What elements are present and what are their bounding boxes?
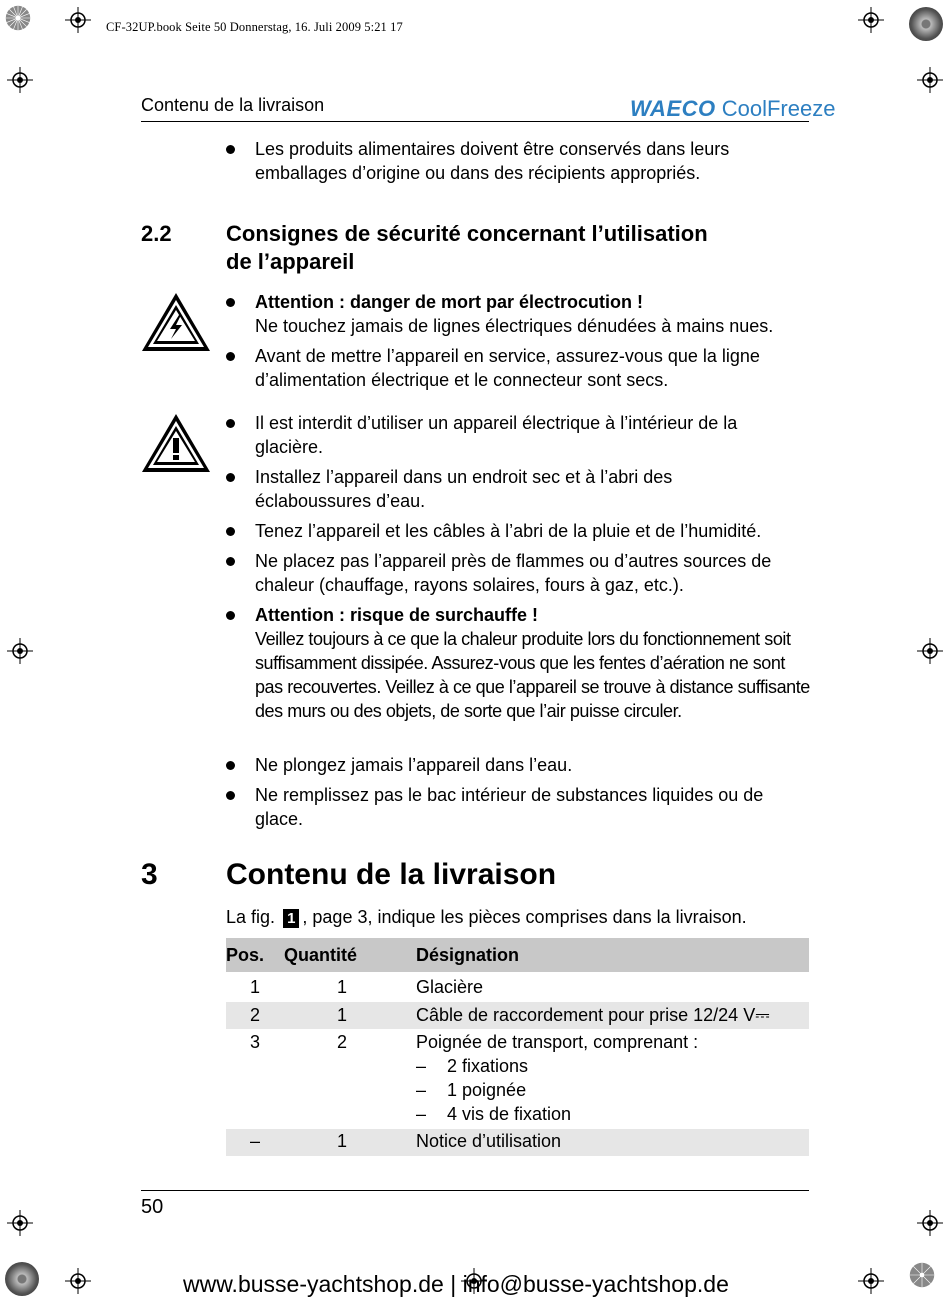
logo-product: CoolFreeze (721, 96, 836, 121)
figure-reference-badge[interactable]: 1 (283, 909, 299, 928)
designation-subitem: – 1 poignée (416, 1080, 527, 1100)
warning-item (255, 603, 811, 723)
cell-qty: 1 (336, 977, 347, 997)
email-link[interactable]: info@busse-yachtshop.de (462, 1271, 729, 1297)
warning-text: Installez l’appareil dans un endroit sec et à l’abri des éclaboussures d’eau. (255, 467, 673, 511)
logo-brand: WAECO (630, 96, 716, 121)
crosshair-mark (7, 1210, 33, 1236)
page-number: 50 (141, 1196, 164, 1218)
cell-qty: 2 (336, 1032, 347, 1052)
table-row (226, 972, 809, 1002)
warning-text: Ne touchez jamais de lignes électriques dénudées à mains nues. (255, 316, 774, 336)
color-dial-mark (5, 5, 31, 31)
table-row (226, 1029, 809, 1129)
running-header-title: Contenu de la livraison (141, 95, 325, 115)
warning-text: Il est interdit d’utiliser un appareil électrique à l’intérieur de la glacière. (255, 413, 738, 457)
section-title-line: de l’appareil (226, 249, 355, 274)
crosshair-mark (65, 7, 91, 33)
warning-heading: Attention : risque de surchauffe ! (255, 605, 539, 625)
cell-designation: Câble de raccordement pour prise 12/24 V⎓ (400, 1002, 809, 1029)
cell-qty: 1 (284, 1002, 400, 1029)
footer-contact (183, 1271, 729, 1298)
chapter-number: 3 (141, 858, 158, 891)
crosshair-mark (917, 638, 943, 664)
parts-table (226, 938, 809, 1156)
cell-designation: Glacière (416, 977, 484, 997)
brand-logo (630, 96, 835, 122)
crosshair-mark (917, 67, 943, 93)
chapter-title: Contenu de la livraison (226, 858, 557, 891)
chapter-intro (226, 905, 747, 929)
warning-text: Ne placez pas l’appareil près de flammes ou d’autres sources de chaleur (chauffage, rayons solaires, fours à gaz, etc.). (255, 551, 772, 595)
footer-rule (141, 1190, 809, 1191)
color-dial-mark (5, 1262, 39, 1296)
column-header: Désignation (400, 938, 809, 972)
color-dial-mark (909, 1262, 935, 1288)
website-link[interactable]: www.busse-yachtshop.de (183, 1271, 444, 1297)
table-row (226, 1129, 809, 1156)
cell-pos: – (226, 1129, 284, 1156)
crosshair-mark (858, 1268, 884, 1294)
column-header: Quantité (284, 938, 400, 972)
cell-designation (400, 1029, 809, 1129)
cell-pos: 1 (249, 977, 260, 997)
footer-separator: | (450, 1271, 457, 1297)
warning-text: Tenez l’appareil et les câbles à l’abri de la pluie et de l’humidité. (255, 521, 762, 541)
designation-subitem: – 4 vis de fixation (416, 1104, 572, 1124)
section-title-line: Consignes de sécurité concernant l’utilisation (226, 221, 708, 246)
color-dial-mark (909, 7, 943, 41)
header-rule (141, 121, 809, 122)
intro-bullet-text: Les produits alimentaires doivent être conservés dans leurs emballages d’origine ou dans des récipients appropriés. (255, 139, 730, 183)
warning-text: Ne remplissez pas le bac intérieur de substances liquides ou de glace. (255, 785, 764, 829)
warning-item (255, 290, 815, 338)
warning-text: Ne plongez jamais l’appareil dans l’eau. (255, 755, 573, 775)
general-warning-icon (140, 412, 212, 474)
crosshair-mark (858, 7, 884, 33)
intro-text: , page 3, indique les pièces comprises dans la livraison. (302, 907, 747, 927)
cell-pos: 2 (226, 1002, 284, 1029)
crosshair-mark (7, 638, 33, 664)
crosshair-mark (65, 1268, 91, 1294)
intro-text: La fig. (226, 907, 276, 927)
section-title (226, 220, 708, 276)
table-header-row (226, 938, 809, 972)
warning-text: Veillez toujours à ce que la chaleur produite lors du fonctionnement soit suffisamment dissipée. Assurez-vous que les fentes d’aération ne sont pas recouvertes. Veillez à ce que l’appareil se trouve à distance suffisante des murs ou des objets, de sorte que l’air puisse circuler. (255, 629, 810, 721)
cell-pos: 3 (249, 1032, 260, 1052)
designation-main: Poignée de transport, comprenant : (416, 1032, 699, 1052)
section-number: 2.2 (141, 221, 172, 246)
print-book-info: CF-32UP.book Seite 50 Donnerstag, 16. Juli 2009 5:21 17 (106, 20, 403, 34)
electric-shock-warning-icon (140, 291, 212, 353)
cell-qty: 1 (284, 1129, 400, 1156)
cell-designation: Notice d’utilisation (400, 1129, 809, 1156)
warning-heading: Attention : danger de mort par électrocution ! (255, 292, 644, 312)
crosshair-mark (7, 67, 33, 93)
designation-subitem: – 2 fixations (416, 1056, 529, 1076)
crosshair-mark (917, 1210, 943, 1236)
column-header: Pos. (226, 938, 284, 972)
table-row (226, 1002, 809, 1029)
warning-text: Avant de mettre l’appareil en service, assurez-vous que la ligne d’alimentation électrique et le connecteur sont secs. (255, 346, 760, 390)
